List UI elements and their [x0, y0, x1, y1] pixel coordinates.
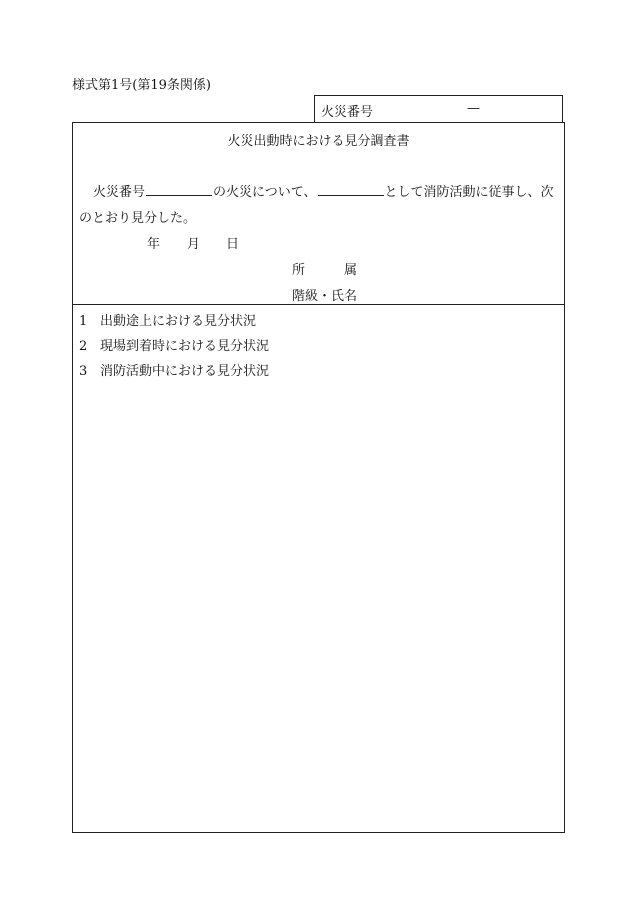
observation-items — [79, 310, 269, 385]
statement-line-2: のとおり見分した。 — [79, 211, 197, 226]
form-reference: 様式第1号(第19条関係) — [72, 78, 211, 93]
item-text: 出動途上における見分状況 — [100, 314, 257, 329]
item-number: 1 — [79, 314, 88, 329]
statement-line-1 — [93, 181, 554, 200]
item-number: 3 — [79, 364, 88, 379]
report-header-section — [73, 123, 564, 305]
date-month: 月 — [187, 237, 201, 252]
fire-number-dash: — — [467, 101, 480, 116]
item-number: 2 — [79, 339, 88, 354]
item-text: 現場到着時における見分状況 — [100, 339, 270, 354]
document-title: 火災出動時における見分調査書 — [227, 134, 410, 149]
statement-text-2: の火災について、 — [213, 185, 317, 200]
rank-name-label: 階級・氏名 — [292, 289, 358, 304]
statement-text-1: 火災番号 — [93, 185, 146, 200]
fire-number-blank[interactable] — [146, 183, 212, 196]
date-day: 日 — [226, 237, 240, 252]
statement-text-3: として消防活動に従事し、次 — [384, 185, 554, 200]
affiliation-char-1: 所 — [292, 263, 306, 278]
report-form — [72, 122, 565, 833]
list-item — [79, 335, 269, 360]
role-blank[interactable] — [318, 183, 384, 196]
fire-number-label: 火災番号 — [321, 105, 374, 120]
affiliation-char-2: 属 — [344, 263, 358, 278]
fire-number-box — [314, 95, 563, 122]
date-year: 年 — [147, 237, 161, 252]
list-item — [79, 360, 269, 385]
list-item — [79, 310, 269, 335]
item-text: 消防活動中における見分状況 — [100, 364, 270, 379]
